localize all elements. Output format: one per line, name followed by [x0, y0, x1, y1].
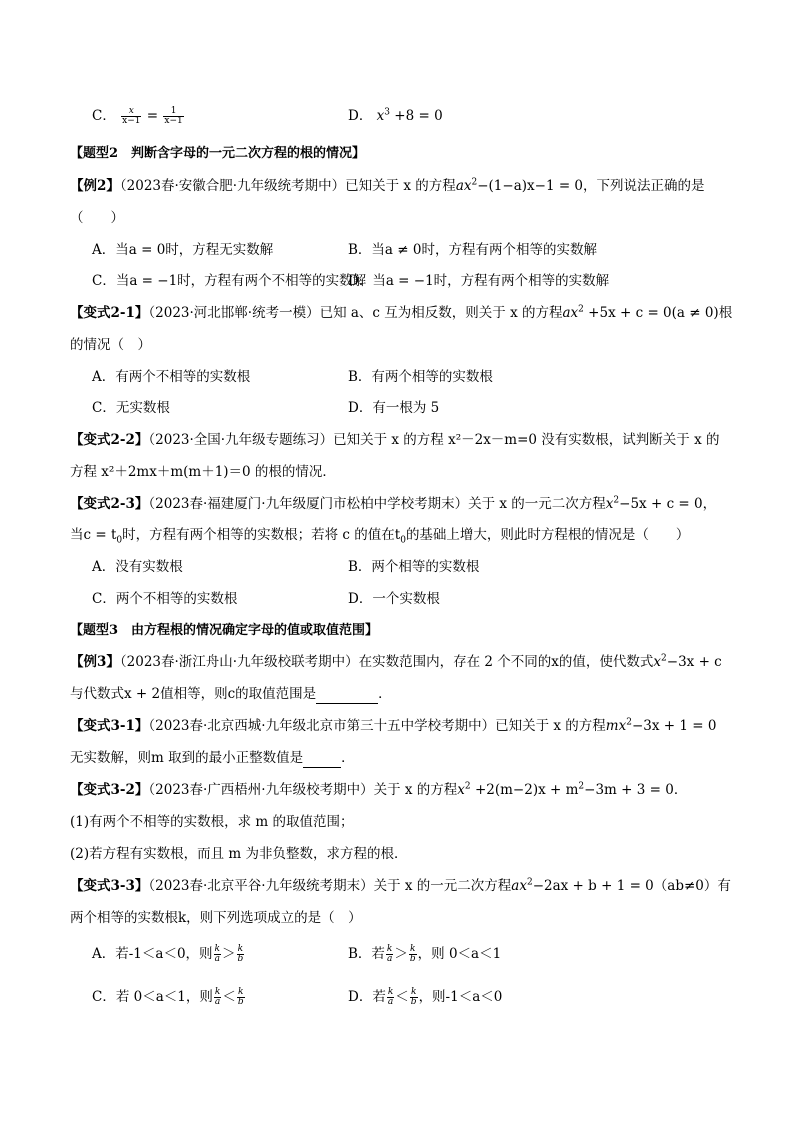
example3-line1 — [70, 652, 722, 672]
numerator: k — [214, 987, 221, 997]
denominator: x−1 — [122, 116, 141, 126]
option-label: D． — [348, 108, 373, 124]
question-tag: 【变式3-1】 — [70, 718, 149, 734]
v23-option-d: D．一个实数根 — [348, 591, 440, 607]
question-text: 已知 a、c 互为相反数，则关于 x 的方程 — [319, 305, 563, 321]
question-text: 已知关于 x 的方程 — [345, 178, 456, 194]
fraction — [386, 945, 393, 964]
v21-option-b: B．有两个相等的实数根 — [348, 369, 493, 385]
question-text: 在实数范围内，存在 2 个不同的x的值，使代数式 — [358, 654, 654, 670]
question-text: 已知关于 x 的方程 x²－2x－m=0 没有实数根，试判断关于 x 的 — [333, 432, 720, 448]
answer-blank[interactable] — [316, 689, 378, 704]
variant21-line2: 的情况（ ） — [70, 337, 151, 353]
question-source: （2023春·北京西城·九年级北京市第三十五中学校考期中） — [148, 718, 496, 734]
math-var: x — [605, 496, 614, 512]
numerator: k — [387, 987, 394, 997]
v21-option-c: C．无实数根 — [92, 400, 170, 416]
math-expr: −(1−a)x−1 = 0 — [477, 178, 584, 194]
option-d-top — [348, 106, 443, 126]
math-expr: −3x + 1 = 0 — [631, 718, 717, 734]
variant22-line1 — [70, 430, 720, 450]
fraction-left — [121, 107, 141, 126]
v33-option-c — [92, 987, 246, 1007]
question-text: ． — [341, 750, 355, 766]
v23-option-c: C．两个不相等的实数根 — [92, 591, 238, 607]
exponent: 2 — [526, 877, 533, 888]
fraction — [214, 988, 221, 1007]
math-expr: +2(m−2)x + m — [470, 782, 579, 798]
v21-option-a: A．有两个不相等的实数根 — [92, 369, 251, 385]
fraction — [410, 988, 418, 1007]
option-c-top — [92, 106, 185, 126]
question-text: 已知关于 x 的方程 — [495, 718, 606, 734]
subscript: 0 — [400, 535, 406, 546]
numerator: 1 — [163, 107, 183, 117]
exponent: 3 — [384, 107, 390, 118]
comparison: ＜ — [222, 989, 236, 1005]
variant31-line2 — [70, 748, 355, 768]
variant22-line2: 方程 x²＋2mx＋m(m＋1)＝0 的根的情况． — [70, 464, 336, 480]
ex2-option-c: C．当a = −1时，方程有两个不相等的实数解 — [92, 273, 367, 289]
question-tag: 【变式2-1】 — [70, 305, 149, 321]
fraction — [214, 945, 221, 964]
equals-sign: = — [146, 108, 159, 124]
fraction-right — [163, 107, 183, 126]
question-text: ． — [378, 686, 392, 702]
option-text: A．若-1＜a＜0，则 — [92, 946, 213, 962]
question-text: 无实数解，则m 取到的最小正整数值是 — [70, 750, 304, 766]
v33-option-b — [348, 944, 501, 964]
denominator: b — [409, 954, 416, 964]
numerator: k — [410, 987, 417, 997]
option-text: ，则 0＜a＜1 — [417, 946, 502, 962]
math-expr: −5x + c = 0 — [619, 496, 703, 512]
v33-option-d — [348, 987, 502, 1007]
question-text: （ab≠0）有 — [653, 878, 731, 894]
v21-option-d: D．有一根为 5 — [348, 400, 440, 416]
denominator: b — [237, 997, 244, 1007]
option-text: D．若 — [348, 989, 386, 1005]
ex2-option-a: A．当a = 0时，方程无实数解 — [92, 242, 274, 258]
type3-heading: 【题型3 由方程根的情况确定字母的值或取值范围】 — [70, 623, 379, 638]
option-text: ，则-1＜a＜0 — [418, 989, 503, 1005]
variant31-line1 — [70, 716, 716, 736]
math-var: mx — [605, 718, 627, 734]
question-text: 时，方程有两个相等的实数根；若将 c 的值在t — [122, 527, 401, 543]
exponent: 2 — [464, 781, 471, 792]
variant32-sub2: (2)若方程有实数根，而且 m 为非负整数，求方程的根． — [70, 846, 408, 862]
math-var: x — [457, 782, 465, 798]
math-expr: −3m + 3 = 0 — [584, 782, 674, 798]
fraction — [237, 988, 245, 1007]
variant32-line1 — [70, 780, 687, 800]
numerator: x — [121, 107, 141, 117]
numerator: k — [386, 944, 393, 954]
option-text: B．若 — [348, 946, 385, 962]
question-source: （2023·河北邯郸·统考一模） — [148, 305, 320, 321]
example2-line1 — [70, 176, 705, 196]
example2-paren: （ ） — [70, 210, 124, 226]
question-text: ． — [673, 782, 688, 798]
question-text: 当c = t — [70, 527, 117, 543]
answer-blank[interactable] — [303, 753, 341, 768]
fraction — [387, 988, 394, 1007]
math-var: ax — [562, 305, 579, 321]
numerator: k — [237, 987, 244, 997]
denominator: a — [214, 954, 220, 964]
question-text: 根 — [718, 305, 733, 321]
variant32-sub1: (1)有两个不相等的实数根，求 m 的取值范围； — [70, 814, 354, 830]
math-var: ax — [455, 178, 472, 194]
math-var: x — [376, 108, 385, 124]
question-source: （2023春·福建厦门·九年级厦门市松柏中学校考期末） — [148, 496, 469, 512]
question-text: 的基础上增大，则此时方程根的情况是（ ） — [405, 527, 690, 543]
question-source: （2023·全国·九年级专题练习） — [148, 432, 334, 448]
option-text: C．若 0＜a＜1，则 — [92, 989, 213, 1005]
v23-option-a: A．没有实数根 — [92, 559, 183, 575]
question-source: （2023春·浙江舟山·九年级校联考期中） — [119, 654, 359, 670]
exponent: 2 — [471, 177, 478, 188]
question-tag: 【变式3-3】 — [70, 878, 149, 894]
type2-heading: 【题型2 判断含字母的一元二次方程的根的情况】 — [70, 146, 366, 161]
variant23-line1 — [70, 494, 716, 514]
exponent: 2 — [613, 495, 620, 506]
comparison: ＞ — [394, 946, 408, 962]
exponent: 2 — [626, 717, 632, 728]
numerator: k — [214, 944, 221, 954]
subscript: 0 — [116, 535, 123, 546]
math-expr: −2ax + b + 1 = 0 — [532, 878, 654, 894]
question-text: ， — [702, 496, 717, 512]
exponent: 2 — [661, 653, 667, 664]
question-tag: 【变式3-2】 — [70, 782, 149, 798]
question-tag: 【例3】 — [70, 654, 120, 670]
option-label: C． — [92, 108, 116, 124]
question-source: （2023春·安徽合肥·九年级统考期中） — [119, 178, 346, 194]
question-text: 与代数式x + 2值相等，则c的取值范围是 — [70, 686, 317, 702]
question-text: 关于 x 的一元二次方程 — [373, 878, 512, 894]
question-text: 关于 x 的方程 — [373, 782, 458, 798]
exponent: 2 — [578, 781, 585, 792]
denominator: b — [237, 954, 244, 964]
denominator: a — [386, 954, 393, 964]
denominator: a — [387, 997, 394, 1007]
fraction — [237, 945, 245, 964]
fraction — [409, 945, 417, 964]
math-expr: +5x + c = 0(a ≠ 0) — [583, 305, 719, 321]
v23-option-b: B．两个相等的实数根 — [348, 559, 480, 575]
denominator: a — [214, 997, 221, 1007]
math-expr: +8 = 0 — [389, 108, 443, 124]
question-tag: 【变式2-2】 — [70, 432, 149, 448]
variant23-line2 — [70, 525, 689, 551]
variant21-line1 — [70, 303, 732, 323]
numerator: k — [410, 944, 416, 954]
denominator: b — [410, 997, 417, 1007]
ex2-option-b: B．当a ≠ 0时，方程有两个相等的实数解 — [348, 242, 597, 258]
math-var: ax — [511, 878, 527, 894]
variant33-line2: 两个相等的实数根k，则下列选项成立的是（ ） — [70, 910, 362, 926]
exponent: 2 — [578, 304, 584, 315]
variant33-line1 — [70, 876, 731, 896]
question-source: （2023春·北京平谷·九年级统考期末） — [148, 878, 374, 894]
denominator: x−1 — [164, 116, 183, 126]
math-var: x — [653, 654, 662, 670]
question-source: （2023春·广西梧州·九年级校考期中） — [148, 782, 374, 798]
comparison: ＞ — [222, 946, 236, 962]
question-tag: 【变式2-3】 — [70, 496, 149, 512]
v33-option-a — [92, 944, 245, 964]
example3-line2 — [70, 684, 392, 704]
question-tag: 【例2】 — [70, 178, 120, 194]
comparison: ＜ — [395, 989, 409, 1005]
numerator: k — [237, 944, 244, 954]
question-text: 关于 x 的一元二次方程 — [468, 496, 606, 512]
math-expr: −3x + c — [666, 654, 722, 670]
ex2-option-d: D．当a = −1时，方程有两个相等的实数解 — [348, 273, 610, 289]
question-text: ，下列说法正确的是 — [583, 178, 705, 194]
